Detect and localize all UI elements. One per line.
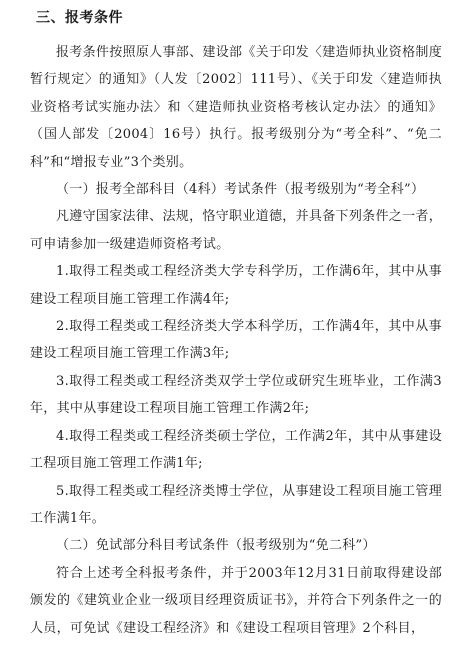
condition-item-4: 4.取得工程类或工程经济类硕士学位，工作满2年，其中从事建设工程项目施工管理工作满1年; (30, 428, 442, 472)
condition-item-2: 2.取得工程类或工程经济类大学本科学历，工作满4年，其中从事建设工程项目施工管理工作满3年; (30, 319, 442, 362)
section1-heading: （一）报考全部科目（4科）考试条件（报考级别为“考全科”） (56, 182, 425, 198)
condition-item-1: 1.取得工程类或工程经济类大学专科学历，工作满6年，其中从事建设工程项目施工管理工作满4年; (30, 264, 442, 307)
condition-item-3: 3.取得工程类或工程经济类双学士学位或研究生班毕业，工作满3年，其中从事建设工程项目施工管理工作满2年; (30, 373, 442, 417)
section2-heading: （二）免试部分科目考试条件（报考级别为“免二科”） (56, 538, 376, 554)
section1-intro: 凡遵守国家法律、法规，恪守职业道德，并具备下列条件之一者，可申请参加一级建造师资格考试。 (30, 209, 442, 252)
intro-paragraph: 报考条件按照原人事部、建设部《关于印发〈建造师执业资格制度暂行规定〉的通知》（人发〔2002〕111号）、《关于印发〈建造师执业资格考试实施办法〉和〈建造师执业资格考核认定办法〉的通知》（国人部发〔2004〕16号）执行。报考级别分为“考全科”、“免二科”和“增报专业”3个类别。 (30, 45, 442, 170)
section-heading: 三、报考条件 (36, 10, 123, 26)
condition-item-5: 5.取得工程类或工程经济类博士学位，从事建设工程项目施工管理工作满1年。 (30, 483, 442, 526)
section2-body: 符合上述考全科报考条件，并于2003年12月31日前取得建设部颁发的《建筑业企业一级项目经理资质证书》，并符合下列条件之一的人员，可免试《建设工程经济》和《建设工程项目管理》2个科目， (30, 565, 442, 636)
